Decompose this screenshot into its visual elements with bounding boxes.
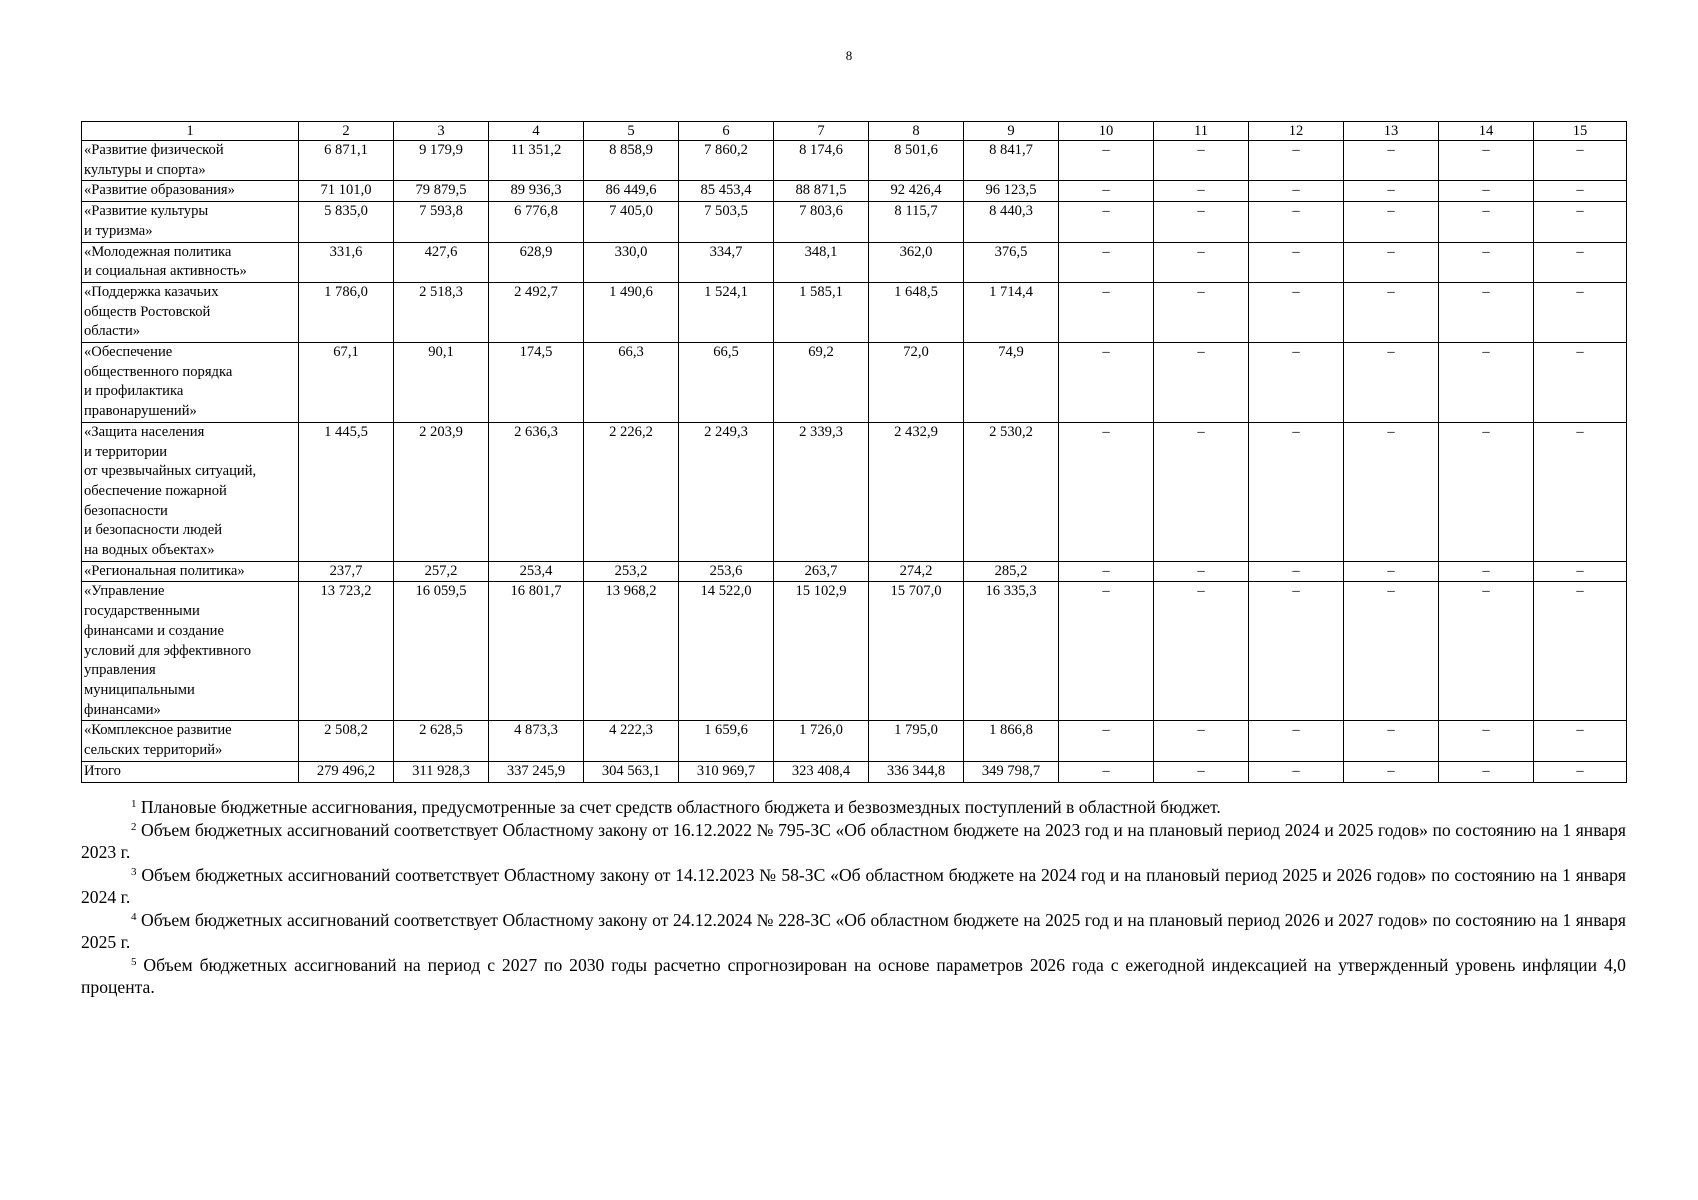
empty-value-cell: – — [1344, 282, 1439, 342]
value-cell: 8 841,7 — [964, 141, 1059, 181]
empty-value-cell: – — [1534, 721, 1627, 761]
page-number: 8 — [845, 48, 853, 63]
table-row — [82, 181, 1627, 202]
empty-value-cell: – — [1439, 181, 1534, 202]
value-cell: 8 174,6 — [774, 141, 869, 181]
column-header: 5 — [584, 122, 679, 141]
value-cell: 14 522,0 — [679, 582, 774, 721]
value-cell: 304 563,1 — [584, 761, 679, 782]
footnote — [81, 954, 1626, 999]
value-cell: 2 508,2 — [299, 721, 394, 761]
value-cell: 86 449,6 — [584, 181, 679, 202]
program-name-cell: «Комплексное развитие сельских территорий» — [82, 721, 299, 761]
empty-value-cell: – — [1534, 202, 1627, 242]
value-cell: 9 179,9 — [394, 141, 489, 181]
empty-value-cell: – — [1344, 181, 1439, 202]
empty-value-cell: – — [1439, 141, 1534, 181]
empty-value-cell: – — [1344, 582, 1439, 721]
value-cell: 11 351,2 — [489, 141, 584, 181]
value-cell: 1 795,0 — [869, 721, 964, 761]
value-cell: 334,7 — [679, 242, 774, 282]
table-row — [82, 721, 1627, 761]
value-cell: 7 503,5 — [679, 202, 774, 242]
column-header: 4 — [489, 122, 584, 141]
table-row — [82, 282, 1627, 342]
value-cell: 8 440,3 — [964, 202, 1059, 242]
value-cell: 90,1 — [394, 343, 489, 423]
table-row — [82, 561, 1627, 582]
empty-value-cell: – — [1439, 202, 1534, 242]
value-cell: 274,2 — [869, 561, 964, 582]
program-name-cell: «Поддержка казачьих обществ Ростовской области» — [82, 282, 299, 342]
empty-value-cell: – — [1249, 181, 1344, 202]
value-cell: 253,6 — [679, 561, 774, 582]
empty-value-cell: – — [1154, 242, 1249, 282]
column-header: 3 — [394, 122, 489, 141]
program-name-cell: «Молодежная политика и социальная активность» — [82, 242, 299, 282]
empty-value-cell: – — [1154, 721, 1249, 761]
empty-value-cell: – — [1439, 761, 1534, 782]
value-cell: 6 776,8 — [489, 202, 584, 242]
empty-value-cell: – — [1059, 761, 1154, 782]
column-header: 9 — [964, 122, 1059, 141]
value-cell: 285,2 — [964, 561, 1059, 582]
empty-value-cell: – — [1344, 561, 1439, 582]
value-cell: 2 249,3 — [679, 422, 774, 561]
table-header-row — [82, 122, 1627, 141]
value-cell: 16 059,5 — [394, 582, 489, 721]
footnote — [81, 819, 1626, 864]
value-cell: 237,7 — [299, 561, 394, 582]
value-cell: 311 928,3 — [394, 761, 489, 782]
column-header: 11 — [1154, 122, 1249, 141]
value-cell: 5 835,0 — [299, 202, 394, 242]
value-cell: 71 101,0 — [299, 181, 394, 202]
program-name-cell: «Управление государственными финансами и создание условий для эффективного управления муниципальными финансами» — [82, 582, 299, 721]
column-header: 6 — [679, 122, 774, 141]
value-cell: 1 714,4 — [964, 282, 1059, 342]
program-name-cell: «Защита населения и территории от чрезвычайных ситуаций, обеспечение пожарной безопасности и безопасности людей на водных объектах» — [82, 422, 299, 561]
value-cell: 79 879,5 — [394, 181, 489, 202]
column-header: 12 — [1249, 122, 1344, 141]
empty-value-cell: – — [1249, 202, 1344, 242]
empty-value-cell: – — [1534, 282, 1627, 342]
empty-value-cell: – — [1249, 141, 1344, 181]
empty-value-cell: – — [1534, 181, 1627, 202]
empty-value-cell: – — [1154, 761, 1249, 782]
empty-value-cell: – — [1059, 721, 1154, 761]
value-cell: 85 453,4 — [679, 181, 774, 202]
value-cell: 174,5 — [489, 343, 584, 423]
program-name-cell: «Региональная политика» — [82, 561, 299, 582]
column-header: 8 — [869, 122, 964, 141]
empty-value-cell: – — [1059, 282, 1154, 342]
empty-value-cell: – — [1534, 422, 1627, 561]
value-cell: 7 860,2 — [679, 141, 774, 181]
empty-value-cell: – — [1439, 343, 1534, 423]
footnote — [81, 796, 1626, 819]
value-cell: 2 226,2 — [584, 422, 679, 561]
table-row — [82, 422, 1627, 561]
empty-value-cell: – — [1249, 721, 1344, 761]
footnote-text: Объем бюджетных ассигнований соответствует Областному закону от 16.12.2022 № 795-ЗС «Об областном бюджете на 2023 год и на плановый период 2024 и 2025 годов» по состоянию на 1 января 2023 г. — [81, 819, 1626, 862]
empty-value-cell: – — [1439, 422, 1534, 561]
empty-value-cell: – — [1439, 582, 1534, 721]
value-cell: 72,0 — [869, 343, 964, 423]
empty-value-cell: – — [1534, 141, 1627, 181]
value-cell: 1 659,6 — [679, 721, 774, 761]
value-cell: 4 222,3 — [584, 721, 679, 761]
footnote-mark: 5 — [131, 955, 137, 968]
footnote-mark: 2 — [131, 820, 137, 833]
empty-value-cell: – — [1059, 582, 1154, 721]
program-name-cell: «Развитие физической культуры и спорта» — [82, 141, 299, 181]
value-cell: 67,1 — [299, 343, 394, 423]
value-cell: 2 518,3 — [394, 282, 489, 342]
column-header: 2 — [299, 122, 394, 141]
value-cell: 348,1 — [774, 242, 869, 282]
value-cell: 6 871,1 — [299, 141, 394, 181]
value-cell: 427,6 — [394, 242, 489, 282]
value-cell: 1 866,8 — [964, 721, 1059, 761]
value-cell: 279 496,2 — [299, 761, 394, 782]
footnote-text: Объем бюджетных ассигнований на период с 2027 по 2030 годы расчетно спрогнозирован на основе параметров 2026 года с ежегодной индексацией на утвержденный уровень инфляции 4,0 процента. — [81, 954, 1626, 997]
empty-value-cell: – — [1154, 561, 1249, 582]
value-cell: 1 726,0 — [774, 721, 869, 761]
value-cell: 2 203,9 — [394, 422, 489, 561]
value-cell: 13 968,2 — [584, 582, 679, 721]
value-cell: 4 873,3 — [489, 721, 584, 761]
empty-value-cell: – — [1344, 141, 1439, 181]
value-cell: 257,2 — [394, 561, 489, 582]
empty-value-cell: – — [1439, 242, 1534, 282]
value-cell: 7 405,0 — [584, 202, 679, 242]
value-cell: 349 798,7 — [964, 761, 1059, 782]
value-cell: 7 803,6 — [774, 202, 869, 242]
table-row — [82, 343, 1627, 423]
value-cell: 1 585,1 — [774, 282, 869, 342]
empty-value-cell: – — [1344, 721, 1439, 761]
value-cell: 331,6 — [299, 242, 394, 282]
column-header: 14 — [1439, 122, 1534, 141]
value-cell: 8 115,7 — [869, 202, 964, 242]
empty-value-cell: – — [1059, 422, 1154, 561]
value-cell: 330,0 — [584, 242, 679, 282]
footnote — [81, 909, 1626, 954]
value-cell: 92 426,4 — [869, 181, 964, 202]
table-row — [82, 141, 1627, 181]
column-header: 10 — [1059, 122, 1154, 141]
column-header: 15 — [1534, 122, 1627, 141]
program-name-cell: «Развитие образования» — [82, 181, 299, 202]
empty-value-cell: – — [1534, 761, 1627, 782]
empty-value-cell: – — [1059, 202, 1154, 242]
value-cell: 376,5 — [964, 242, 1059, 282]
value-cell: 253,2 — [584, 561, 679, 582]
footnote-text: Объем бюджетных ассигнований соответствует Областному закону от 14.12.2023 № 58-ЗС «Об областном бюджете на 2024 год и на плановый период 2025 и 2026 годов» по состоянию на 1 января 2024 г. — [81, 864, 1627, 907]
footnote-text: Объем бюджетных ассигнований соответствует Областному закону от 24.12.2024 № 228-ЗС «Об областном бюджете на 2025 год и на плановый период 2026 и 2027 годов» по состоянию на 1 января 2025 г. — [81, 909, 1626, 952]
footnote — [81, 864, 1626, 909]
empty-value-cell: – — [1249, 343, 1344, 423]
value-cell: 66,5 — [679, 343, 774, 423]
empty-value-cell: – — [1059, 181, 1154, 202]
value-cell: 323 408,4 — [774, 761, 869, 782]
value-cell: 89 936,3 — [489, 181, 584, 202]
value-cell: 8 501,6 — [869, 141, 964, 181]
empty-value-cell: – — [1249, 761, 1344, 782]
empty-value-cell: – — [1439, 721, 1534, 761]
value-cell: 337 245,9 — [489, 761, 584, 782]
table-row — [82, 242, 1627, 282]
value-cell: 1 524,1 — [679, 282, 774, 342]
value-cell: 2 636,3 — [489, 422, 584, 561]
footnote-text: Плановые бюджетные ассигнования, предусмотренные за счет средств областного бюджета и безвозмездных поступлений в областной бюджет. — [140, 797, 1221, 817]
program-name-cell: «Обеспечение общественного порядка и профилактика правонарушений» — [82, 343, 299, 423]
value-cell: 69,2 — [774, 343, 869, 423]
empty-value-cell: – — [1154, 282, 1249, 342]
empty-value-cell: – — [1059, 343, 1154, 423]
value-cell: 1 445,5 — [299, 422, 394, 561]
value-cell: 13 723,2 — [299, 582, 394, 721]
empty-value-cell: – — [1534, 343, 1627, 423]
empty-value-cell: – — [1344, 761, 1439, 782]
empty-value-cell: – — [1154, 343, 1249, 423]
value-cell: 310 969,7 — [679, 761, 774, 782]
value-cell: 74,9 — [964, 343, 1059, 423]
table-row — [82, 761, 1627, 782]
value-cell: 2 628,5 — [394, 721, 489, 761]
budget-table — [81, 121, 1627, 783]
value-cell: 88 871,5 — [774, 181, 869, 202]
value-cell: 362,0 — [869, 242, 964, 282]
value-cell: 2 530,2 — [964, 422, 1059, 561]
empty-value-cell: – — [1154, 181, 1249, 202]
value-cell: 66,3 — [584, 343, 679, 423]
value-cell: 15 102,9 — [774, 582, 869, 721]
value-cell: 7 593,8 — [394, 202, 489, 242]
footnote-mark: 3 — [131, 865, 137, 878]
footnote-mark: 4 — [131, 910, 137, 923]
empty-value-cell: – — [1439, 282, 1534, 342]
empty-value-cell: – — [1249, 242, 1344, 282]
empty-value-cell: – — [1154, 582, 1249, 721]
value-cell: 15 707,0 — [869, 582, 964, 721]
empty-value-cell: – — [1439, 561, 1534, 582]
empty-value-cell: – — [1154, 141, 1249, 181]
value-cell: 2 432,9 — [869, 422, 964, 561]
empty-value-cell: – — [1059, 141, 1154, 181]
empty-value-cell: – — [1534, 561, 1627, 582]
column-header: 13 — [1344, 122, 1439, 141]
empty-value-cell: – — [1344, 242, 1439, 282]
program-name-cell: Итого — [82, 761, 299, 782]
empty-value-cell: – — [1249, 582, 1344, 721]
empty-value-cell: – — [1059, 561, 1154, 582]
empty-value-cell: – — [1534, 582, 1627, 721]
value-cell: 628,9 — [489, 242, 584, 282]
value-cell: 1 490,6 — [584, 282, 679, 342]
empty-value-cell: – — [1344, 422, 1439, 561]
value-cell: 336 344,8 — [869, 761, 964, 782]
value-cell: 1 648,5 — [869, 282, 964, 342]
empty-value-cell: – — [1249, 561, 1344, 582]
value-cell: 96 123,5 — [964, 181, 1059, 202]
empty-value-cell: – — [1344, 343, 1439, 423]
empty-value-cell: – — [1249, 422, 1344, 561]
value-cell: 263,7 — [774, 561, 869, 582]
program-name-cell: «Развитие культуры и туризма» — [82, 202, 299, 242]
value-cell: 8 858,9 — [584, 141, 679, 181]
footnotes — [81, 796, 1626, 999]
empty-value-cell: – — [1059, 242, 1154, 282]
empty-value-cell: – — [1249, 282, 1344, 342]
value-cell: 16 801,7 — [489, 582, 584, 721]
value-cell: 16 335,3 — [964, 582, 1059, 721]
footnote-mark: 1 — [131, 798, 137, 810]
value-cell: 1 786,0 — [299, 282, 394, 342]
value-cell: 2 492,7 — [489, 282, 584, 342]
column-header: 1 — [82, 122, 299, 141]
empty-value-cell: – — [1534, 242, 1627, 282]
empty-value-cell: – — [1154, 422, 1249, 561]
empty-value-cell: – — [1154, 202, 1249, 242]
column-header: 7 — [774, 122, 869, 141]
value-cell: 253,4 — [489, 561, 584, 582]
empty-value-cell: – — [1344, 202, 1439, 242]
table-row — [82, 202, 1627, 242]
table-row — [82, 582, 1627, 721]
value-cell: 2 339,3 — [774, 422, 869, 561]
